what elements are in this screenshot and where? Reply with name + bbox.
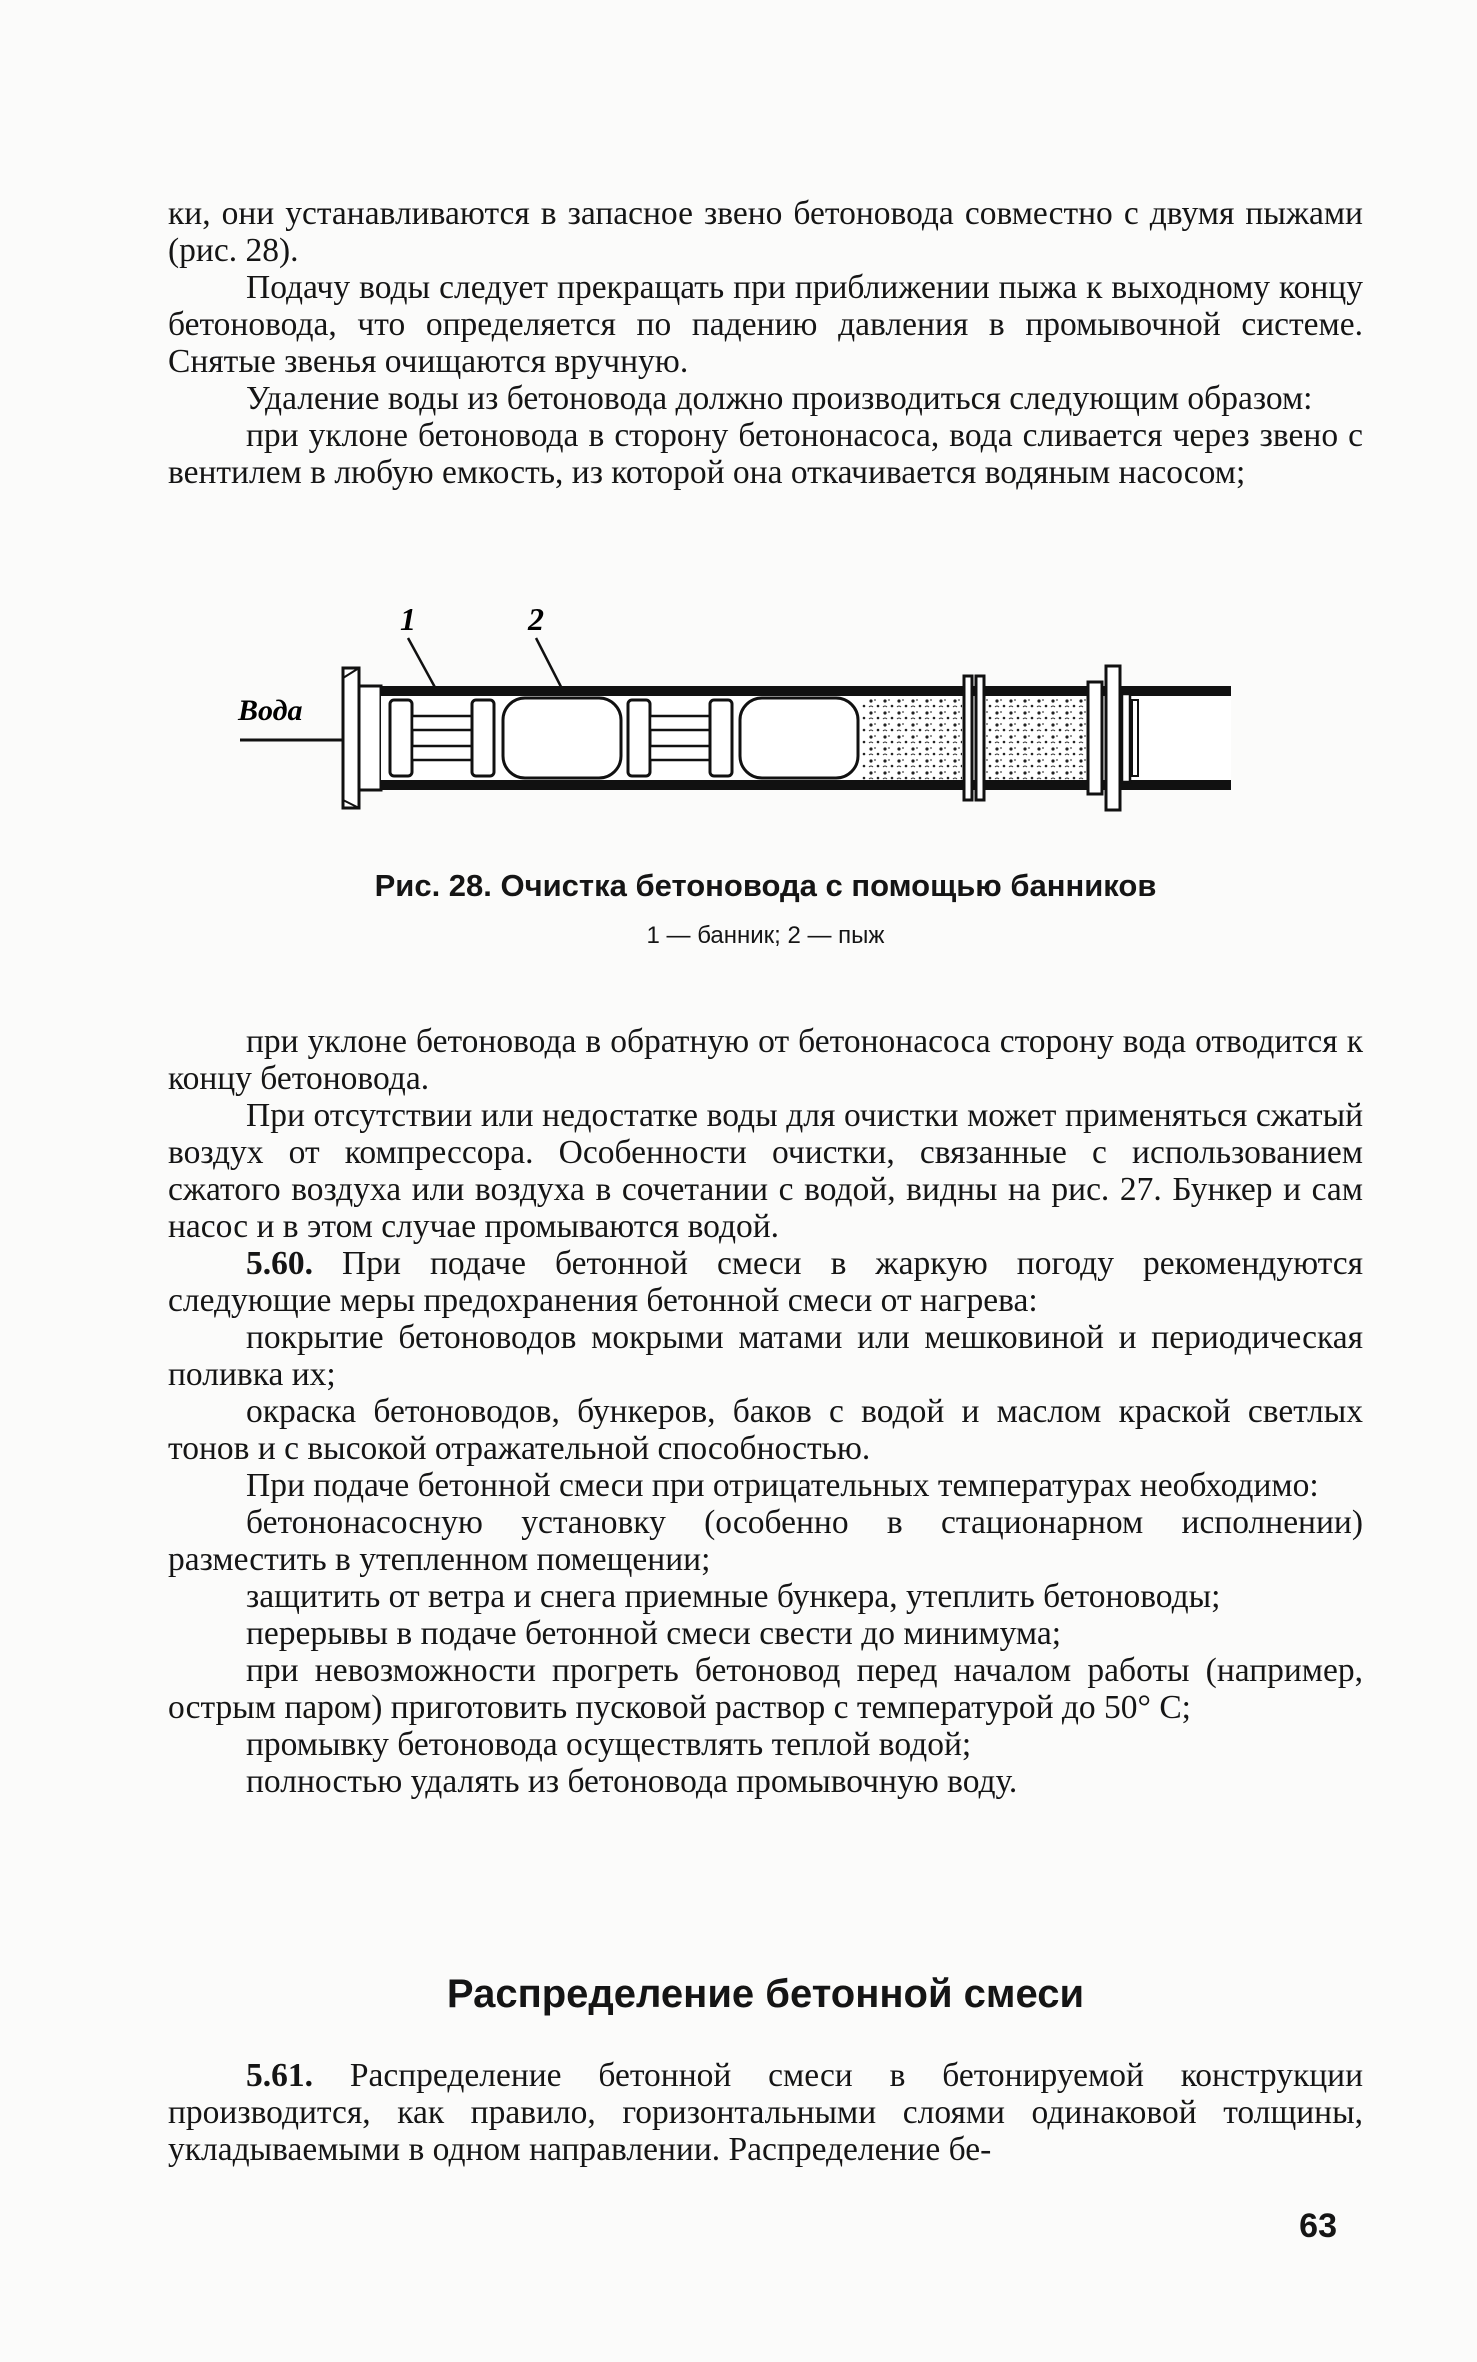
figure-28	[168, 590, 1363, 840]
list-item-hot-2: окраска бетоноводов, бункеров, баков с водой и маслом краской светлых тонов и с высокой отражательной способностью.	[168, 1393, 1363, 1467]
section-heading: Распределение бетонной смеси	[446, 1972, 1085, 2016]
label-1: 1	[400, 601, 416, 637]
figure-caption: Рис. 28. Очистка бетоновода с помощью банников	[374, 868, 1157, 903]
concrete-residue-2	[986, 696, 1086, 780]
paragraph-slope-away: при уклоне бетоновода в обратную от бетононасоса сторону вода отводится к концу бетоновода.	[168, 1023, 1363, 1097]
label-water: Вода	[238, 694, 303, 727]
section-text-5-61: Распределение бетонной смеси в бетонируемой конструкции производится, как правило, горизонтальными слоями одинаковой толщины, укладываемыми в одном направлении. Распределение бе-	[168, 2057, 1363, 2168]
paragraph-water-stop: Подачу воды следует прекращать при приближении пыжа к выходному концу бетоновода, что определяется по падению давления в промывочной системе. Снятые звенья очищаются вручную.	[168, 269, 1363, 380]
list-item-cold-4: при невозможности прогреть бетоновод перед началом работы (например, острым паром) приготовить пусковой раствор с температурой до 50° С;	[168, 1652, 1363, 1726]
paragraph-slope-to-pump: при уклоне бетоновода в сторону бетононасоса, вода сливается через звено с вентилем в любую емкость, из которой она откачивается водяным насосом;	[168, 417, 1363, 491]
plug-2	[740, 698, 858, 778]
paragraph-5-60	[168, 1245, 1363, 1319]
list-item-cold-1: бетононасосную установку (особенно в стационарном исполнении) разместить в утепленном помещении;	[168, 1504, 1363, 1578]
paragraph-cold-intro: При подаче бетонной смеси при отрицательных температурах необходимо:	[246, 1467, 1319, 1504]
list-item-hot-1: покрытие бетоноводов мокрыми матами или мешковиной и периодическая поливка их;	[168, 1319, 1363, 1393]
section-text-5-60: При подаче бетонной смеси в жаркую погоду рекомендуются следующие меры предохранения бетонной смеси от нагрева:	[168, 1245, 1364, 1319]
page-number: 63	[1299, 2207, 1337, 2245]
paragraph-water-removal: Удаление воды из бетоновода должно производиться следующим образом:	[246, 380, 1313, 417]
bottom-text-block	[168, 2057, 1363, 2168]
list-item-cold-6: полностью удалять из бетоновода промывочную воду.	[246, 1763, 1018, 1800]
swab-1	[390, 700, 412, 776]
list-item-cold-3: перерывы в подаче бетонной смеси свести до минимума;	[246, 1615, 1062, 1652]
section-number-5-61: 5.61.	[246, 2057, 313, 2094]
swab-2	[628, 700, 650, 776]
paragraph-compressed-air: При отсутствии или недостатке воды для очистки может применяться сжатый воздух от компрессора. Особенности очистки, связанные с использованием сжатого воздуха или воздуха в сочетании с водой, видны на рис. 27. Бункер и сам насос и в этом случае промываются водой.	[168, 1097, 1363, 1245]
concrete-residue-1	[862, 696, 962, 780]
paragraph-continuation: ки, они устанавливаются в запасное звено бетоновода совместно с двумя пыжами (рис. 28).	[168, 195, 1363, 269]
pipe-joint	[964, 676, 972, 800]
outlet-flange	[1088, 682, 1102, 794]
plug-1	[503, 698, 621, 778]
list-item-cold-2: защитить от ветра и снега приемные бункера, утеплить бетоноводы;	[246, 1578, 1221, 1615]
middle-text-block	[168, 1023, 1363, 1800]
paragraph-5-61	[168, 2057, 1363, 2168]
section-number-5-60: 5.60.	[246, 1245, 313, 1282]
list-item-cold-5: промывку бетоновода осуществлять теплой водой;	[246, 1726, 972, 1763]
inlet-flange	[343, 668, 359, 808]
pipe-cleaning-diagram	[168, 590, 1363, 840]
label-2: 2	[528, 601, 544, 637]
figure-legend: 1 — банник; 2 — пыж	[646, 922, 885, 949]
top-text-block	[168, 195, 1363, 491]
